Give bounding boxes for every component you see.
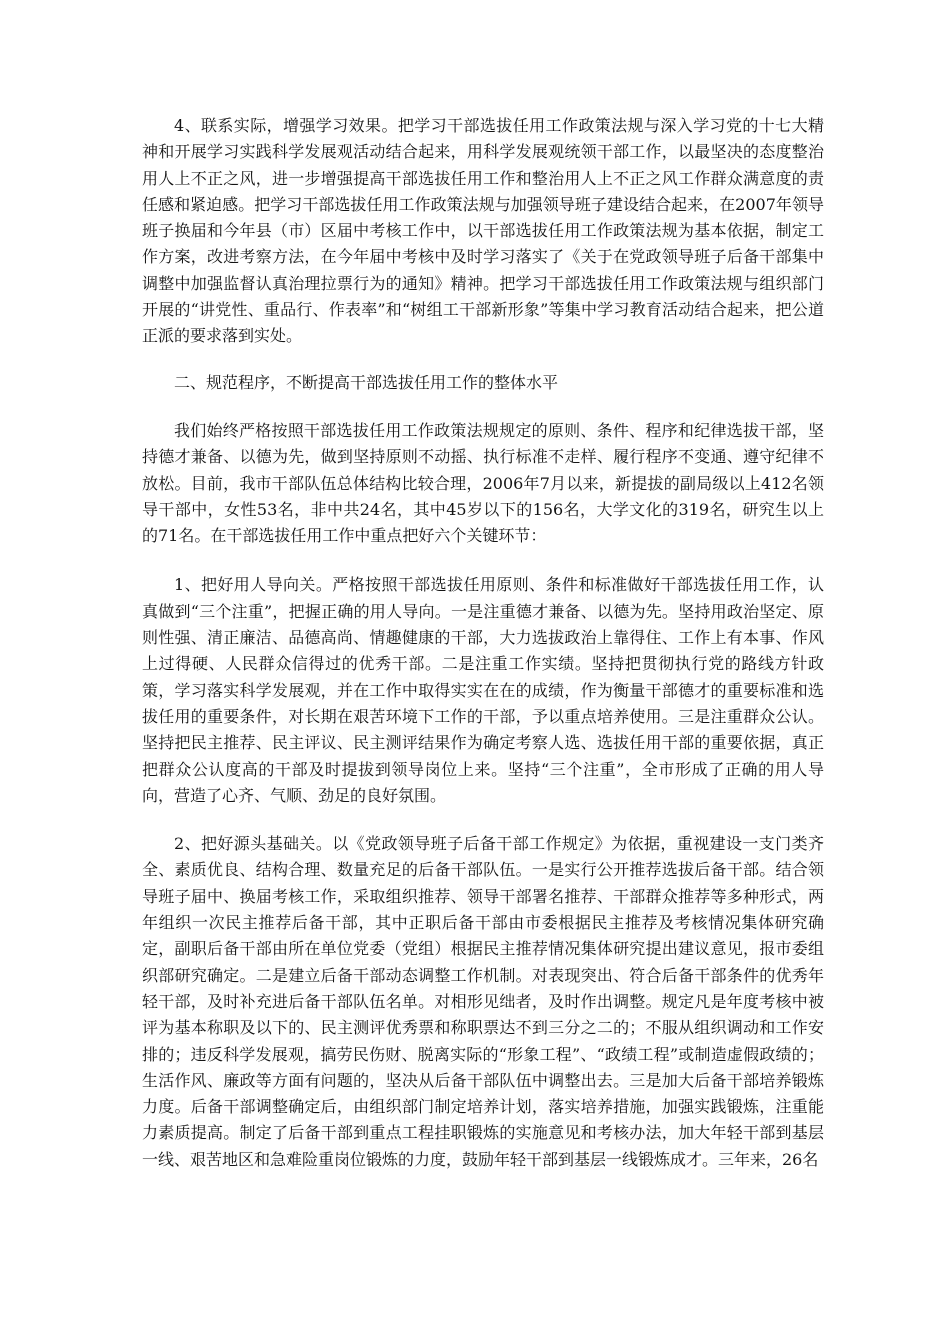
paragraph-reserve-cadres: 2、把好源头基础关。以《党政领导班子后备干部工作规定》为依据，重视建设一支门类齐全、素质优良、结构合理、数量充足的后备干部队伍。一是实行公开推荐选拔后备干部。结合领导班子届中、换届考核工作，采取组织推荐、领导干部署名推荐、干部群众推荐等多种形式，两年组织一次民主推荐后备干部，其中正职后备干部由市委根据民主推荐及考核情况集体研究确定，副职后备干部由所在单位党委（党组）根据民主推荐情况集体研究提出建议意见，报市委组织部研究确定。二是建立后备干部动态调整工作机制。对表现突出、符合后备干部条件的优秀年轻干部，及时补充进后备干部队伍名单。对相形见绌者，及时作出调整。规定凡是年度考核中被评为基本称职及以下的、民主测评优秀票和称职票达不到三分之二的；不服从组织调动和工作安排的；违反科学发展观，搞劳民伤财、脱离实际的“形象工程”、“政绩工程”或制造虚假政绩的；生活作风、廉政等方面有问题的，坚决从后备干部队伍中调整出去。三是加大后备干部培养锻炼力度。后备干部调整确定后，由组织部门制定培养计划，落实培养措施，加强实践锻炼，注重能力素质提高。制定了后备干部到重点工程挂职锻炼的实施意见和考核办法，加大年轻干部到基层一线、艰苦地区和急难险重岗位锻炼的力度，鼓励年轻干部到基层一线锻炼成才。三年来，26名 [142, 834, 824, 1169]
document-body [142, 113, 824, 1173]
section-heading-standardize-procedure: 二、规范程序，不断提高干部选拔任用工作的整体水平 [174, 372, 559, 392]
paragraph-selection-principles: 我们始终严格按照干部选拔任用工作政策法规规定的原则、条件、程序和纪律选拔干部，坚持德才兼备、以德为先，做到坚持原则不动摇、执行标准不走样、履行程序不变通、遵守纪律不放松。目前，我市干部队伍总体结构比较合理，2006年7月以来，新提拔的副局级以上412名领导干部中，女性53名，非中共24名，其中45岁以下的156名，大学文化的319名，研究生以上的71名。在干部选拔任用工作中重点把好六个关键环节： [142, 420, 824, 546]
paragraph-employment-orientation: 1、把好用人导向关。严格按照干部选拔任用原则、条件和标准做好干部选拔任用工作，认真做到“三个注重”，把握正确的用人导向。一是注重德才兼备、以德为先。坚持用政治坚定、原则性强、清正廉洁、品德高尚、情趣健康的干部，大力选拔政治上靠得住、工作上有本事、作风上过得硬、人民群众信得过的优秀干部。二是注重工作实绩。坚持把贯彻执行党的路线方针政策，学习落实科学发展观，并在工作中取得实实在在的成绩，作为衡量干部德才的重要标准和选拔任用的重要条件，对长期在艰苦环境下工作的干部，予以重点培养使用。三是注重群众公认。坚持把民主推荐、民主评议、民主测评结果作为确定考察人选、选拔任用干部的重要依据，真正把群众公认度高的干部及时提拔到领导岗位上来。坚持“三个注重”，全市形成了正确的用人导向，营造了心齐、气顺、劲足的良好氛围。 [142, 575, 824, 805]
paragraph-study-effect: 4、联系实际，增强学习效果。把学习干部选拔任用工作政策法规与深入学习党的十七大精神和开展学习实践科学发展观活动结合起来，用科学发展观统领干部工作，以最坚决的态度整治用人上不正之风，进一步增强提高干部选拔任用工作和整治用人上不正之风工作群众满意度的责任感和紧迫感。把学习干部选拔任用工作政策法规与加强领导班子建设结合起来，在2007年领导班子换届和今年县（市）区届中考核工作中，以干部选拔任用工作政策法规为基本依据，制定工作方案，改进考察方法，在今年届中考核中及时学习落实了《关于在党政领导班子后备干部集中调整中加强监督认真治理拉票行为的通知》精神。把学习干部选拔任用工作政策法规与组织部门开展的“讲党性、重品行、作表率”和“树组工干部新形象”等集中学习教育活动结合起来，把公道正派的要求落到实处。 [142, 116, 824, 346]
